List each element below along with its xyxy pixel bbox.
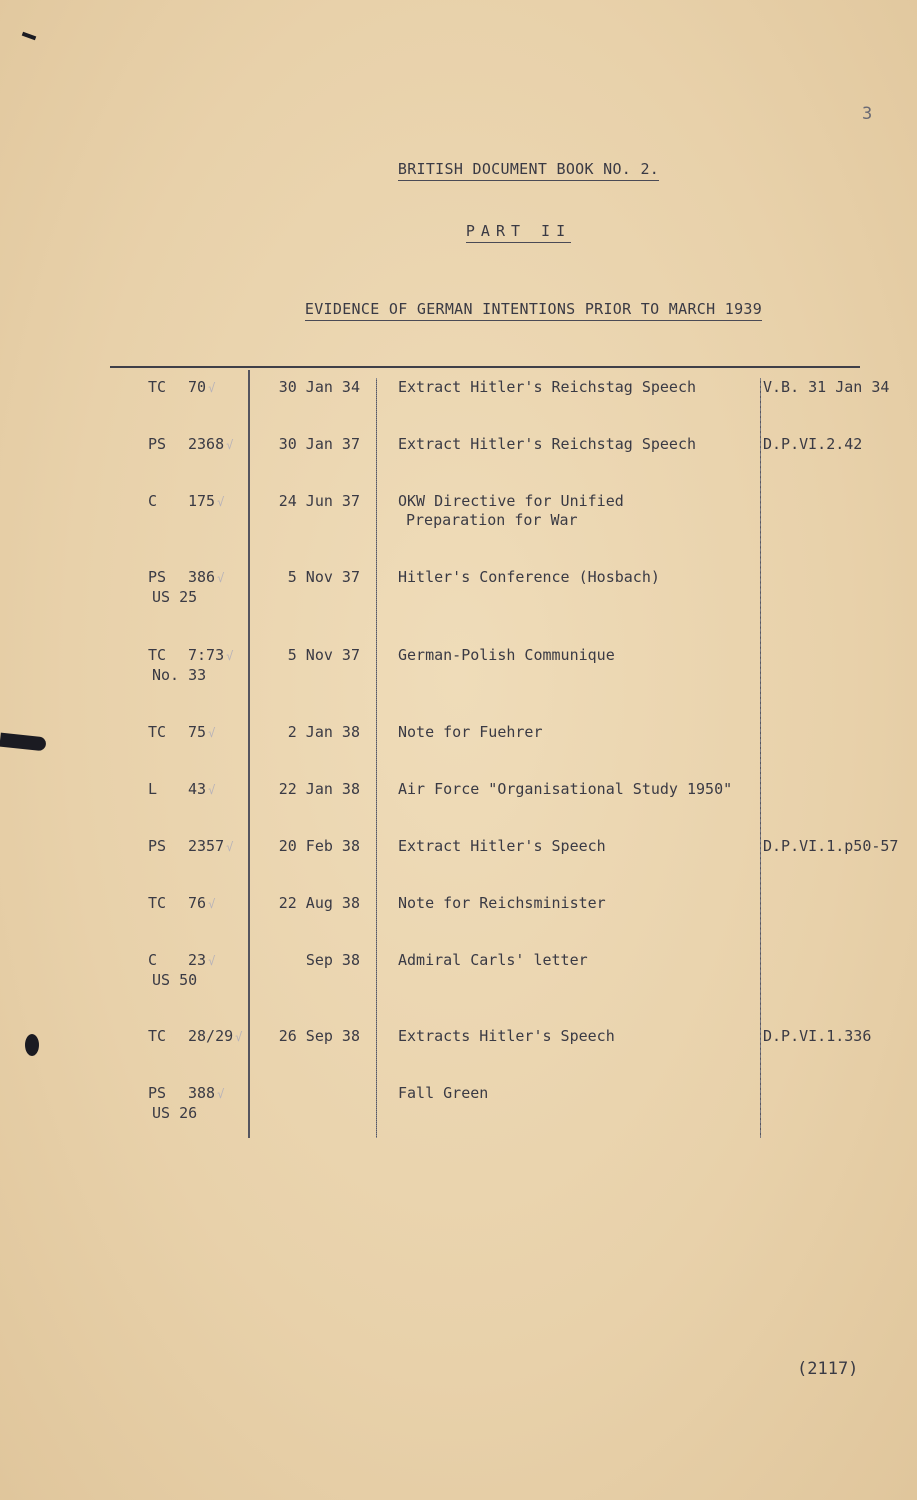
row-date: 5 Nov 37 bbox=[287, 646, 360, 664]
column-divider bbox=[760, 378, 761, 1138]
reference-number: 75 bbox=[188, 723, 207, 741]
reference-sub: No. 33 bbox=[152, 666, 207, 684]
reference-number: 388 bbox=[188, 1084, 216, 1102]
reference-series: TC bbox=[148, 723, 167, 741]
row-reference bbox=[140, 435, 240, 455]
row-reference bbox=[140, 1027, 243, 1047]
row-document-title: German-Polish Communique bbox=[398, 646, 615, 664]
row-reference bbox=[140, 894, 240, 914]
check-mark-icon: √ bbox=[217, 1087, 225, 1101]
row-document-title: Note for Fuehrer bbox=[398, 723, 543, 741]
reference-series: PS bbox=[148, 1084, 167, 1102]
column-divider bbox=[248, 370, 250, 1138]
reference-series: PS bbox=[148, 435, 167, 453]
reference-number: 2357 bbox=[188, 837, 225, 855]
reference-series: L bbox=[148, 780, 158, 798]
row-date: 30 Jan 37 bbox=[278, 435, 360, 453]
scan-mark bbox=[0, 733, 47, 752]
row-source: D.P.VI.1.336 bbox=[763, 1027, 872, 1045]
reference-number: 76 bbox=[188, 894, 207, 912]
check-mark-icon: √ bbox=[208, 897, 216, 911]
row-document-title: OKW Directive for Unified bbox=[398, 492, 624, 510]
reference-series: TC bbox=[148, 646, 167, 664]
footer-code: (2117) bbox=[797, 1359, 859, 1379]
reference-number: 7:73 bbox=[188, 646, 225, 664]
check-mark-icon: √ bbox=[226, 438, 234, 452]
row-reference bbox=[140, 837, 240, 857]
reference-series: PS bbox=[148, 568, 167, 586]
reference-number: 23 bbox=[188, 951, 207, 969]
row-document-title: Air Force "Organisational Study 1950" bbox=[398, 780, 733, 798]
row-date: 24 Jun 37 bbox=[278, 492, 360, 510]
part-heading: PART II bbox=[0, 222, 917, 240]
column-divider bbox=[376, 378, 377, 1138]
check-mark-icon: √ bbox=[208, 783, 216, 797]
check-mark-icon: √ bbox=[208, 381, 216, 395]
row-date: 2 Jan 38 bbox=[287, 723, 360, 741]
reference-sub: US 25 bbox=[152, 588, 198, 606]
row-reference bbox=[140, 378, 240, 398]
reference-number: 28/29 bbox=[188, 1027, 234, 1045]
reference-number: 386 bbox=[188, 568, 216, 586]
row-reference bbox=[140, 951, 240, 990]
row-reference bbox=[140, 1084, 240, 1123]
book-title: BRITISH DOCUMENT BOOK NO. 2. bbox=[0, 160, 917, 178]
reference-series: TC bbox=[148, 378, 167, 396]
row-document-title: Note for Reichsminister bbox=[398, 894, 606, 912]
check-mark-icon: √ bbox=[217, 495, 225, 509]
scan-mark bbox=[22, 32, 37, 41]
check-mark-icon: √ bbox=[226, 649, 234, 663]
row-source: V.B. 31 Jan 34 bbox=[763, 378, 890, 396]
row-date: 26 Sep 38 bbox=[278, 1027, 360, 1045]
row-document-title: Fall Green bbox=[398, 1084, 489, 1102]
reference-number: 70 bbox=[188, 378, 207, 396]
row-source: D.P.VI.1.p50-57 bbox=[763, 837, 899, 855]
row-document-title: Hitler's Conference (Hosbach) bbox=[398, 568, 660, 586]
row-source: D.P.VI.2.42 bbox=[763, 435, 863, 453]
reference-series: PS bbox=[148, 837, 167, 855]
reference-number: 175 bbox=[188, 492, 216, 510]
reference-sub: US 50 bbox=[152, 971, 198, 989]
row-reference bbox=[140, 568, 240, 607]
row-date: 22 Jan 38 bbox=[278, 780, 360, 798]
reference-series: TC bbox=[148, 1027, 167, 1045]
reference-series: TC bbox=[148, 894, 167, 912]
row-reference bbox=[140, 646, 240, 685]
check-mark-icon: √ bbox=[226, 840, 234, 854]
row-document-title: Extract Hitler's Reichstag Speech bbox=[398, 435, 697, 453]
row-document-title-cont: Preparation for War bbox=[406, 511, 578, 529]
row-document-title: Extract Hitler's Speech bbox=[398, 837, 606, 855]
row-reference bbox=[140, 723, 240, 743]
punch-hole-mark bbox=[25, 1034, 39, 1056]
check-mark-icon: √ bbox=[208, 954, 216, 968]
reference-series: C bbox=[148, 492, 158, 510]
row-document-title: Extracts Hitler's Speech bbox=[398, 1027, 615, 1045]
row-document-title: Extract Hitler's Reichstag Speech bbox=[398, 378, 697, 396]
check-mark-icon: √ bbox=[217, 571, 225, 585]
table-top-rule bbox=[110, 366, 860, 368]
row-date: 5 Nov 37 bbox=[287, 568, 360, 586]
reference-series: C bbox=[148, 951, 158, 969]
row-date: Sep 38 bbox=[305, 951, 360, 969]
reference-number: 2368 bbox=[188, 435, 225, 453]
subject-heading: EVIDENCE OF GERMAN INTENTIONS PRIOR TO MARCH 1939 bbox=[0, 300, 917, 318]
row-date: 30 Jan 34 bbox=[278, 378, 360, 396]
row-date: 22 Aug 38 bbox=[278, 894, 360, 912]
row-reference bbox=[140, 492, 240, 512]
page-number: 3 bbox=[862, 104, 873, 124]
reference-number: 43 bbox=[188, 780, 207, 798]
check-mark-icon: √ bbox=[235, 1030, 243, 1044]
check-mark-icon: √ bbox=[208, 726, 216, 740]
row-document-title: Admiral Carls' letter bbox=[398, 951, 588, 969]
reference-sub: US 26 bbox=[152, 1104, 198, 1122]
row-date: 20 Feb 38 bbox=[278, 837, 360, 855]
row-reference bbox=[140, 780, 240, 800]
